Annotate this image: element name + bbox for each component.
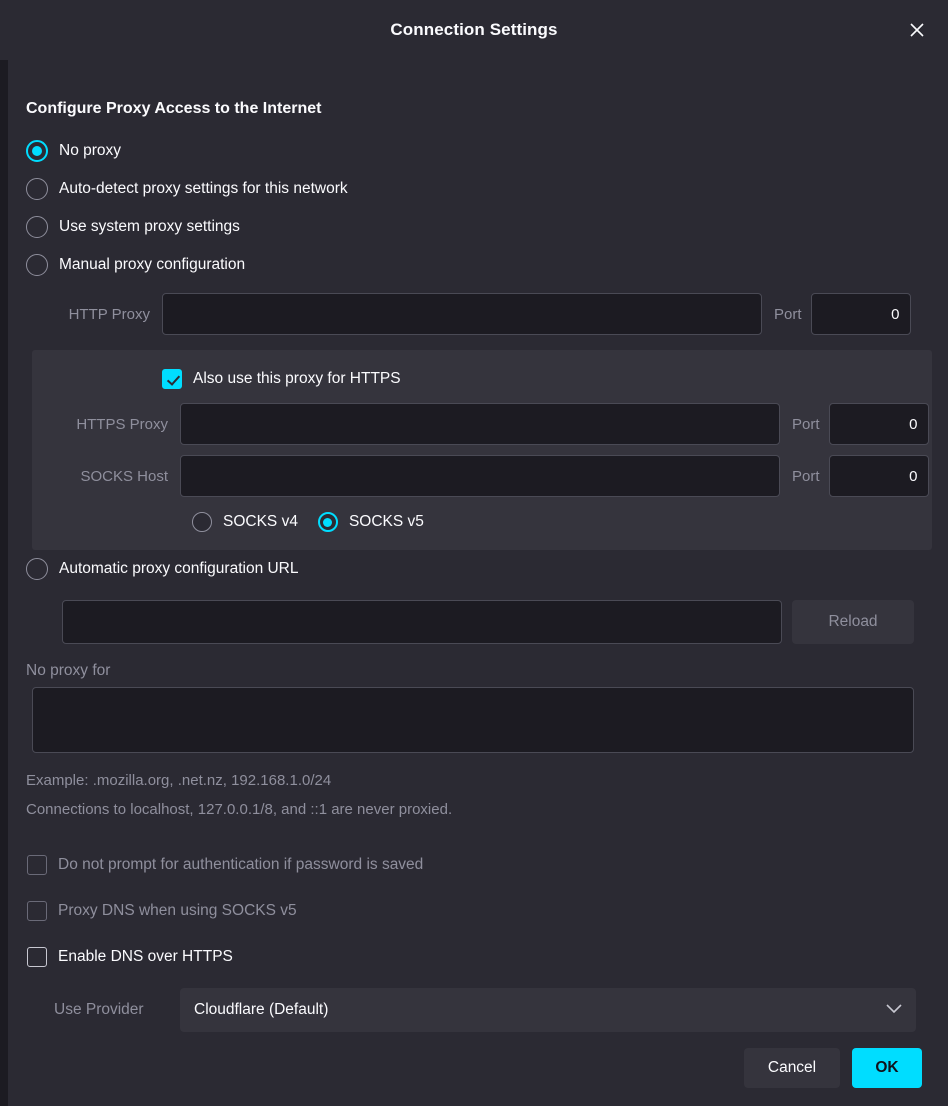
https-proxy-row [48, 402, 932, 446]
provider-label: Use Provider [54, 1001, 144, 1018]
https-proxy-input[interactable] [180, 403, 780, 445]
checkbox-no-auth-prompt[interactable] [27, 842, 948, 888]
radio-auto-detect-indicator[interactable] [26, 178, 48, 200]
pac-url-input[interactable] [62, 600, 782, 644]
dialog-titlebar [0, 0, 948, 60]
https-port-label: Port [792, 415, 820, 433]
socks-port-input[interactable] [829, 455, 929, 497]
socks-port-label: Port [792, 467, 820, 485]
provider-row [54, 988, 948, 1032]
reload-button[interactable]: Reload [792, 600, 914, 644]
radio-manual-proxy[interactable] [26, 246, 948, 284]
checkbox-proxy-dns-socks5-label: Proxy DNS when using SOCKS v5 [58, 902, 297, 919]
http-proxy-input[interactable] [162, 293, 762, 335]
checkbox-proxy-dns-socks5-indicator[interactable] [27, 901, 47, 921]
https-port-input[interactable] [829, 403, 929, 445]
radio-pac-url-label: Automatic proxy configuration URL [59, 560, 299, 577]
provider-select-value: Cloudflare (Default) [194, 1001, 329, 1018]
radio-socks-v5-indicator[interactable] [318, 512, 338, 532]
close-glyph [908, 21, 926, 39]
also-use-https-label: Also use this proxy for HTTPS [193, 370, 401, 387]
additional-options [0, 842, 948, 980]
ok-button[interactable]: OK [852, 1048, 922, 1088]
socks-host-row [48, 454, 932, 498]
localhost-note: Connections to localhost, 127.0.0.1/8, and ::1 are never proxied. [26, 801, 453, 818]
checkbox-enable-doh-indicator[interactable] [27, 947, 47, 967]
dialog-footer [0, 1030, 948, 1106]
socks-host-label: SOCKS Host [80, 467, 168, 485]
radio-socks-v4[interactable] [192, 503, 298, 541]
radio-socks-v5[interactable] [318, 503, 424, 541]
radio-auto-detect[interactable] [26, 170, 948, 208]
no-proxy-for-label: No proxy for [26, 662, 111, 679]
cancel-button[interactable]: Cancel [744, 1048, 840, 1088]
dialog-content [0, 60, 948, 1106]
http-proxy-label: HTTP Proxy [68, 305, 150, 323]
radio-system-proxy[interactable] [26, 208, 948, 246]
socks-version-group [192, 508, 932, 536]
radio-socks-v4-indicator[interactable] [192, 512, 212, 532]
radio-socks-v5-label: SOCKS v5 [348, 513, 424, 530]
page-title: Configure Proxy Access to the Internet [26, 100, 322, 117]
radio-no-proxy-label: No proxy [59, 142, 122, 159]
chevron-down-glyph [886, 1004, 902, 1014]
http-port-input[interactable] [811, 293, 911, 335]
no-proxy-for-input[interactable] [32, 687, 914, 753]
radio-pac-url-indicator[interactable] [26, 558, 48, 580]
radio-manual-proxy-label: Manual proxy configuration [59, 256, 246, 273]
http-proxy-row [64, 292, 948, 336]
radio-system-proxy-label: Use system proxy settings [59, 218, 240, 235]
radio-socks-v4-label: SOCKS v4 [223, 513, 298, 530]
pac-url-row [62, 600, 948, 644]
radio-manual-proxy-indicator[interactable] [26, 254, 48, 276]
checkbox-no-auth-prompt-label: Do not prompt for authentication if password is saved [58, 856, 424, 873]
dialog-title: Connection Settings [390, 20, 558, 39]
chevron-down-icon [886, 1001, 902, 1019]
http-port-label: Port [774, 305, 802, 323]
also-use-https-checkbox-indicator[interactable] [162, 369, 182, 389]
radio-system-proxy-indicator[interactable] [26, 216, 48, 238]
provider-select[interactable] [180, 988, 916, 1032]
no-proxy-example: Example: .mozilla.org, .net.nz, 192.168.1.0/24 [26, 772, 332, 789]
checkbox-enable-doh[interactable] [27, 934, 948, 980]
checkbox-enable-doh-label: Enable DNS over HTTPS [58, 948, 233, 965]
radio-no-proxy-indicator[interactable] [26, 140, 48, 162]
also-use-https-checkbox[interactable] [162, 364, 932, 394]
close-icon[interactable] [900, 13, 934, 47]
https-proxy-label: HTTPS Proxy [76, 415, 168, 433]
radio-no-proxy[interactable] [26, 132, 948, 170]
manual-proxy-panel [32, 350, 932, 550]
radio-auto-detect-label: Auto-detect proxy settings for this network [59, 180, 348, 197]
socks-host-input[interactable] [180, 455, 780, 497]
radio-pac-url[interactable] [26, 550, 948, 588]
checkbox-proxy-dns-socks5[interactable] [27, 888, 948, 934]
checkbox-no-auth-prompt-indicator[interactable] [27, 855, 47, 875]
